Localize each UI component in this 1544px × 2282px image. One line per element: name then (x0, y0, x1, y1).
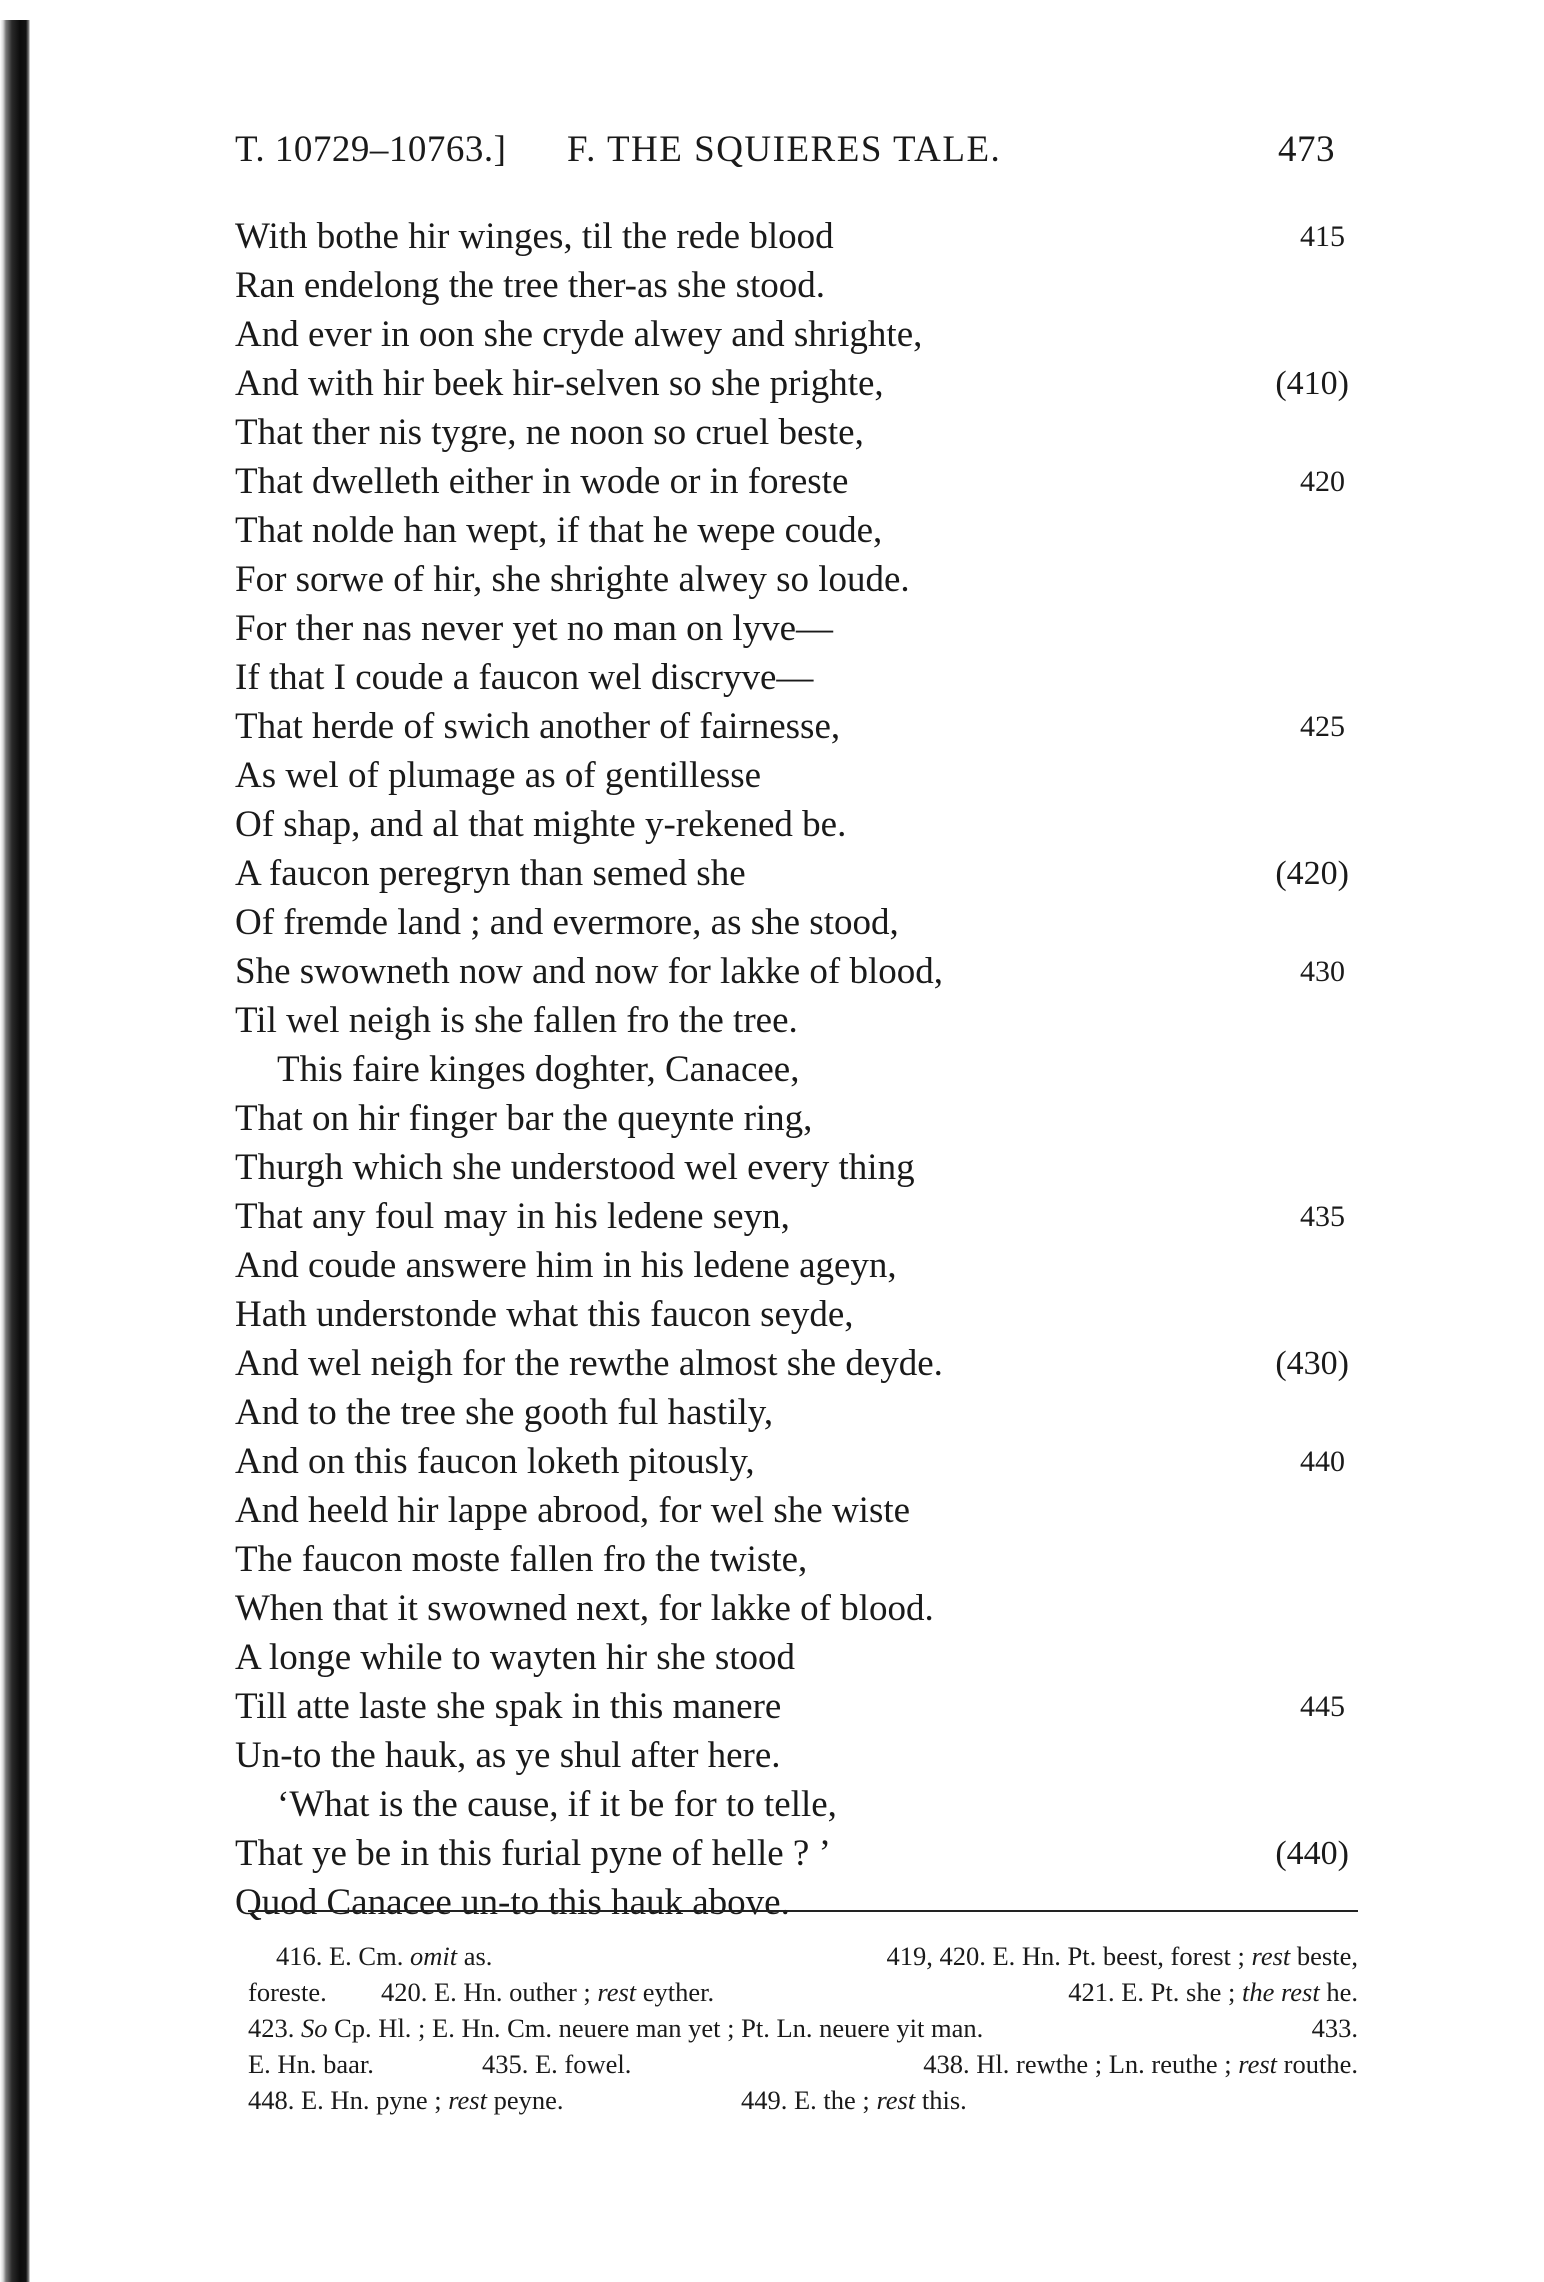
footnote-420: 420. E. Hn. outher ; rest eyther. (381, 1977, 715, 2007)
footnote-416: 416. E. Cm. omit as. (276, 1941, 493, 1971)
verse-line (235, 947, 1365, 996)
line-number: 440 (1300, 1445, 1345, 1478)
verse-text: And coude answere him in his ledene ageyn, (235, 1245, 897, 1286)
verse-text: For sorwe of hir, she shrighte alwey so loude. (235, 559, 910, 600)
verse-line (235, 1094, 1365, 1143)
verse-line (235, 1535, 1365, 1584)
verse-line (235, 653, 1365, 702)
verse-line (235, 898, 1365, 947)
footnote-435: 435. E. fowel. (482, 2049, 632, 2079)
verse-line (235, 800, 1365, 849)
verse-text: Un-to the hauk, as ye shul after here. (235, 1735, 781, 1776)
line-number: 420 (1300, 465, 1345, 498)
verse-text: And ever in oon she cryde alwey and shrighte, (235, 314, 923, 355)
verse-text: With bothe hir winges, til the rede blood (235, 216, 834, 257)
verse-line (235, 1829, 1365, 1878)
verse-line (235, 1486, 1365, 1535)
verse-text: ‘What is the cause, if it be for to telle, (277, 1784, 837, 1825)
verse-text: And heeld hir lappe abrood, for wel she wiste (235, 1490, 911, 1531)
verse-line (235, 212, 1365, 261)
footnotes (248, 1938, 1358, 2118)
verse-line (235, 1878, 1365, 1927)
line-number: 415 (1300, 220, 1345, 253)
verse-line (235, 408, 1365, 457)
verse-line (235, 1437, 1365, 1486)
verse-text: For ther nas never yet no man on lyve— (235, 608, 834, 649)
footnote-continuation: foreste. (248, 1977, 327, 2007)
verse-line (235, 359, 1365, 408)
verse-text: Of shap, and al that mighte y-rekened be. (235, 804, 847, 845)
verse-line (235, 1339, 1365, 1388)
verse-text: Till atte laste she spak in this manere (235, 1686, 782, 1727)
verse-line (235, 1731, 1365, 1780)
footnote-line (248, 2046, 1358, 2082)
verse-line (235, 1388, 1365, 1437)
verse-line (235, 751, 1365, 800)
verse-text: When that it swowned next, for lakke of blood. (235, 1588, 934, 1629)
footnote-423: 423. So Cp. Hl. ; E. Hn. Cm. neuere man yet ; Pt. Ln. neuere yit man. (248, 2013, 984, 2043)
footnote-line (248, 2010, 1358, 2046)
verse-text: That ther nis tygre, ne noon so cruel beste, (235, 412, 864, 453)
verse-text: That nolde han wept, if that he wepe coude, (235, 510, 883, 551)
verse-text: That dwelleth either in wode or in foreste (235, 461, 849, 502)
verse-text: Thurgh which she understood wel every thing (235, 1147, 915, 1188)
verse-text: Ran endelong the tree ther-as she stood. (235, 265, 826, 306)
verse-text: This faire kinges doghter, Canacee, (277, 1049, 800, 1090)
verse-text: She swowneth now and now for lakke of blood, (235, 951, 944, 992)
page-binding-edge (0, 20, 30, 2282)
verse-line (235, 1780, 1365, 1829)
footnote-433-cont: E. Hn. baar. (248, 2049, 374, 2079)
verse-text: Til wel neigh is she fallen fro the tree. (235, 1000, 798, 1041)
verse-line (235, 1584, 1365, 1633)
footnote-419-420: 419, 420. E. Hn. Pt. beest, forest ; rest beste, (886, 1941, 1358, 1971)
running-header (235, 128, 1345, 178)
line-number: 430 (1300, 955, 1345, 988)
page-title: F. THE SQUIERES TALE. (567, 129, 1002, 170)
line-number: 435 (1300, 1200, 1345, 1233)
verse-line (235, 1290, 1365, 1339)
verse-text: That on hir finger bar the queynte ring, (235, 1098, 813, 1139)
verse-line (235, 996, 1365, 1045)
verse-text: That ye be in this furial pyne of helle ? ’ (235, 1833, 831, 1874)
verse-text: As wel of plumage as of gentillesse (235, 755, 762, 796)
verse-line (235, 702, 1365, 751)
footnote-line (248, 1974, 1358, 2010)
verse-line (235, 310, 1365, 359)
footnote-433: 433. (1311, 2013, 1358, 2043)
verse-line (235, 1682, 1365, 1731)
verse-line (235, 1633, 1365, 1682)
verse-text: A faucon peregryn than semed she (235, 853, 746, 894)
verse-text: That herde of swich another of fairnesse, (235, 706, 841, 747)
footnote-448: 448. E. Hn. pyne ; rest peyne. (248, 2085, 564, 2115)
verse-line (235, 849, 1365, 898)
verse-text: And with hir beek hir-selven so she prighte, (235, 363, 884, 404)
verse-text: And wel neigh for the rewthe almost she deyde. (235, 1343, 943, 1384)
verse-text: Quod Canacee un-to this hauk above. (235, 1882, 790, 1923)
verse-line (235, 1192, 1365, 1241)
footnote-line (248, 2082, 1358, 2118)
line-number: (420) (1275, 855, 1349, 892)
footnote-421: 421. E. Pt. she ; the rest he. (1068, 1977, 1358, 2007)
verse-line (235, 1241, 1365, 1290)
verse-text: Of fremde land ; and evermore, as she stood, (235, 902, 899, 943)
verse-line (235, 261, 1365, 310)
verse-text: Hath understonde what this faucon seyde, (235, 1294, 854, 1335)
verse-text: The faucon moste fallen fro the twiste, (235, 1539, 808, 1580)
verse-line (235, 604, 1365, 653)
line-number: (430) (1275, 1345, 1349, 1382)
verse-line (235, 1143, 1365, 1192)
verse-text: A longe while to wayten hir she stood (235, 1637, 796, 1678)
verse-text: That any foul may in his ledene seyn, (235, 1196, 790, 1237)
verse-text: And on this faucon loketh pitously, (235, 1441, 755, 1482)
line-number: 425 (1300, 710, 1345, 743)
line-reference: T. 10729–10763.] (235, 129, 507, 170)
verse-line (235, 555, 1365, 604)
footnote-rule (248, 1910, 1358, 1912)
verse-line (235, 457, 1365, 506)
verse-block (235, 212, 1365, 1927)
verse-text: And to the tree she gooth ful hastily, (235, 1392, 774, 1433)
line-number: (440) (1275, 1835, 1349, 1872)
verse-text: If that I coude a faucon wel discryve— (235, 657, 814, 698)
line-number: 445 (1300, 1690, 1345, 1723)
page-number: 473 (1278, 129, 1335, 170)
footnote-449: 449. E. the ; rest this. (741, 2085, 967, 2115)
verse-line (235, 506, 1365, 555)
verse-line (235, 1045, 1365, 1094)
footnote-line (248, 1938, 1358, 1974)
footnote-438: 438. Hl. rewthe ; Ln. reuthe ; rest routhe. (923, 2049, 1358, 2079)
line-number: (410) (1275, 365, 1349, 402)
